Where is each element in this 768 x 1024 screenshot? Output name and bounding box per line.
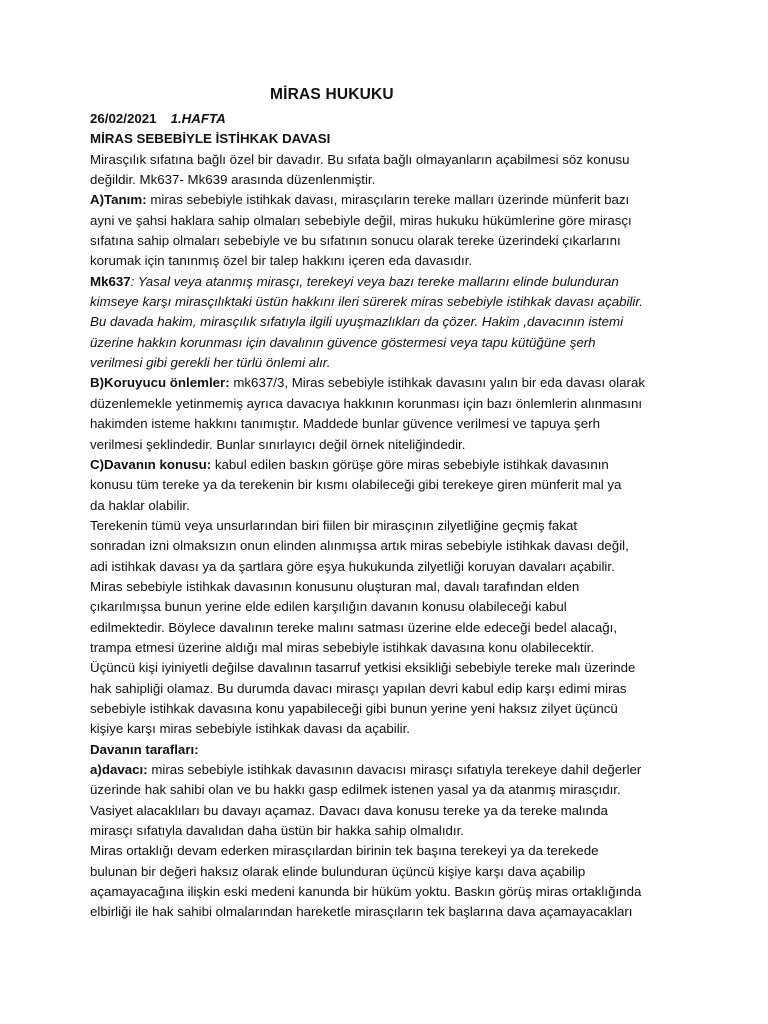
protective-measures-line [90, 373, 710, 393]
protective-measures-text: mk637/3, Miras sebebiyle istihkak davasını yalın bir eda davası olarak [229, 375, 646, 391]
paragraph-line: çıkarılmışsa bunun yerine elde edilen karşılığın davanın konusu olabileceği kabul [90, 599, 567, 615]
paragraph-line: ayni ve şahsi haklara sahip olmaları sebebiyle değil, miras hukuku hükümlerine göre mirasçı [90, 212, 632, 228]
paragraph-line: Miras ortaklığı devam ederken mirasçılardan birinin tek başına terekeyi ya da terekede [90, 843, 599, 859]
date-label: 26/02/2021 [90, 111, 157, 126]
parties-heading: Davanın tarafları: [90, 741, 199, 757]
plaintiff-text: miras sebebiyle istihkak davasının davacısı mirasçı sıfatıyla terekeye dahil değerler [147, 762, 642, 777]
week-label: 1.HAFTA [170, 111, 226, 126]
article-label: Mk637 [90, 273, 131, 289]
subject-text: kabul edilen baskın görüşe göre miras sebebiyle istihkak davasının [211, 456, 609, 472]
paragraph-line: sebebiyle istihkak davasına konu yapabileceği gibi bunun yerine yeni haksız zilyet üçüncü [90, 700, 618, 716]
paragraph-line: Üçüncü kişi iyiniyetli değilse davalının tasarruf yetkisi eksikliği sebebiyle tereke malı üzerinde [90, 660, 636, 676]
paragraph-line: sonradan izni olmaksızın onun elinden alınmışsa artık miras sebebiyle istihkak davası değil, [90, 538, 629, 554]
paragraph-line: korumak için tanınmış özel bir talep hakkını içeren eda davasıdır. [90, 253, 473, 269]
subject-line [90, 455, 710, 475]
page-title: MİRAS HUKUKU [270, 86, 394, 103]
paragraph-line: verilmesi şeklindedir. Bunlar sınırlayıcı değil örnek niteliğindedir. [90, 436, 466, 452]
paragraph-line: hakimden isteme hakkını tanımıştır. Maddede bunlar güvence verilmesi ve tapuya şerh [90, 416, 600, 432]
protective-measures-label: B)Koruyucu önlemler: [90, 375, 230, 391]
paragraph-line: mirasçı sıfatıyla davalıdan daha üstün bir hakka sahip olmalıdır. [90, 823, 464, 839]
plaintiff-label: a)davacı: [90, 762, 148, 777]
paragraph-line: düzenlemekle yetinmemiş ayrıca davacıya hakkının korunması için bazı önlemlerin alınmasını [90, 395, 643, 411]
article-line [90, 272, 710, 292]
paragraph-line: üzerinde hak sahibi olan ve bu hakkı gasp edilmek istenen yasal ya da atanmış mirasçıdır. [90, 782, 621, 798]
article-text: : Yasal veya atanmış mirasçı, terekeyi veya bazı tereke mallarını elinde bulunduran [130, 273, 619, 289]
paragraph-line: Miras sebebiyle istihkak davasının konusunu oluşturan mal, davalı tarafından elden [90, 578, 580, 594]
definition-line [90, 190, 710, 210]
date-week-line [90, 109, 710, 129]
definition-text: miras sebebiyle istihkak davası, mirasçıların tereke malları üzerinde münferit bazı [146, 192, 630, 208]
definition-label: A)Tanım: [90, 192, 147, 208]
article-line: kimseye karşı mirasçılıktaki üstün hakkını ileri sürerek miras sebebiyle istihkak davası açabilir. [90, 294, 643, 310]
paragraph-line: Terekenin tümü veya unsurlarından biri fiilen bir mirasçının zilyetliğine geçmiş fakat [90, 517, 578, 533]
paragraph-line: adi istihkak davası ya da şartlara göre eşya hukukunda zilyetliği koruyan davaları açabilir. [90, 558, 615, 574]
paragraph-line: hak sahipliği olamaz. Bu durumda davacı mirasçı yapılan devri kabul edip karşı edimi miras [90, 680, 627, 696]
paragraph-line: edilmektedir. Böylece davalının tereke malını satması üzerine elde edeceği bedel alacağı, [90, 619, 618, 635]
paragraph-line: açamayacağına ilişkin eski medeni kanunda bir hüküm yoktu. Baskın görüş miras ortaklığında [90, 884, 642, 900]
document-body [90, 109, 710, 923]
paragraph-line: kişiye karşı miras sebebiyle istihkak davası da açabilir. [90, 721, 410, 737]
article-line: üzerine hakkın korunması için davalının güvence göstermesi veya tapu kütüğüne şerh [90, 334, 596, 350]
paragraph-line: da haklar olabilir. [90, 497, 190, 513]
section-heading: MİRAS SEBEBİYLE İSTİHKAK DAVASI [90, 131, 331, 147]
paragraph-line: Mirasçılık sıfatına bağlı özel bir davadır. Bu sıfata bağlı olmayanların açabilmesi söz konusu [90, 151, 630, 167]
paragraph-line: sıfatına sahip olmaları sebebiyle ve bu sıfatının sonucu olarak tereke üzerindeki çıkarlarını [90, 233, 621, 249]
paragraph-line: elbirliği ile hak sahibi olmalarından hareketle mirasçıların tek başlarına dava açamayacakları [90, 904, 633, 920]
subject-label: C)Davanın konusu: [90, 456, 212, 472]
article-line: Bu davada hakim, mirasçılık sıfatıyla ilgili uyuşmazlıkları da çözer. Hakim ,davacının istemi [90, 314, 624, 330]
paragraph-line: bulunan bir değeri haksız olarak elinde bulunduran üçüncü kişiye karşı dava açabilip [90, 863, 586, 879]
paragraph-line: Vasiyet alacaklıları bu davayı açamaz. Davacı dava konusu tereke ya da tereke malında [90, 802, 608, 818]
article-line: verilmesi gibi gerekli her türlü önlemi alır. [90, 355, 331, 371]
paragraph-line: konusu tüm tereke ya da terekenin bir kısmı olabileceği gibi terekeye giren münferit mal ya [90, 477, 622, 493]
plaintiff-line [90, 760, 710, 780]
paragraph-line: değildir. Mk637- Mk639 arasında düzenlenmiştir. [90, 172, 376, 188]
paragraph-line: trampa etmesi üzerine aldığı mal miras sebebiyle istihkak davasına konu olabilecektir. [90, 639, 595, 655]
